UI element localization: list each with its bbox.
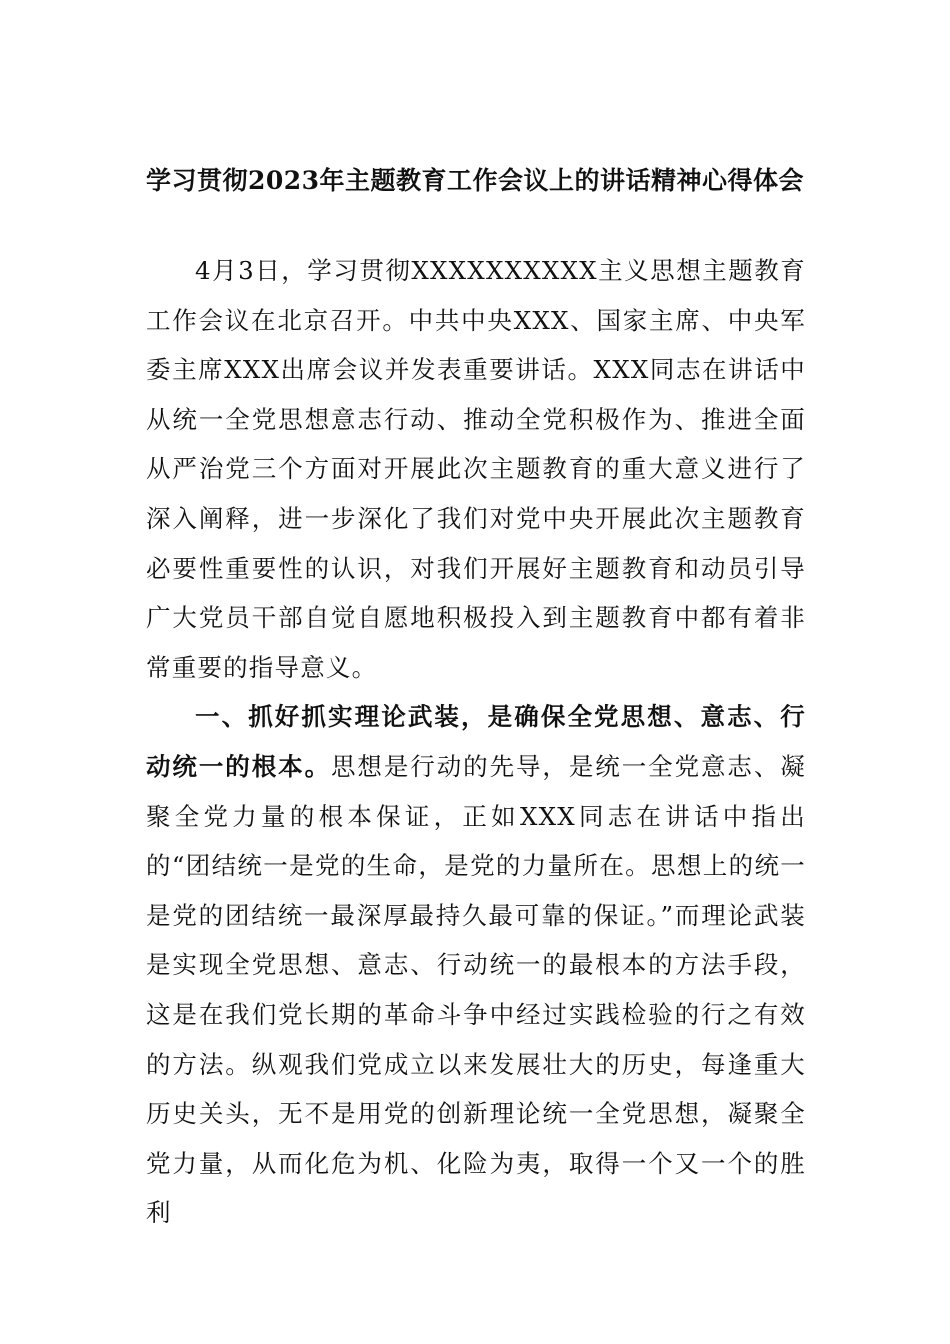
section-one-text: 思想是行动的先导，是统一全党意志、凝聚全党力量的根本保证，正如XXX同志在讲话中指出的“团结统一是党的生命，是党的力量所在。思想上的统一是党的团结统一最深厚最持久最可靠的保证。”而理论武装是实现全党思想、意志、行动统一的最根本的方法手段，这是在我们党长期的革命斗争中经过实践检验的行之有效的方法。纵观我们党成立以来发展壮大的历史，每逢重大历史关头，无不是用党的创新理论统一全党思想，凝聚全党力量，从而化危为机、化险为夷，取得一个又一个的胜利 <box>146 751 806 1228</box>
paragraph-section-one <box>146 692 806 1238</box>
paragraph-intro <box>146 246 806 692</box>
paragraph-intro-text: 4月3日，学习贯彻XXXXXXXXXX主义思想主题教育工作会议在北京召开。中共中央XXX、国家主席、中央军委主席XXX出席会议并发表重要讲话。XXX同志在讲话中从统一全党思想意志行动、推动全党积极作为、推进全面从严治党三个方面对开展此次主题教育的重大意义进行了深入阐释，进一步深化了我们对党中央开展此次主题教育必要性重要性的认识，对我们开展好主题教育和动员引导广大党员干部自觉自愿地积极投入到主题教育中都有着非常重要的指导意义。 <box>146 256 806 682</box>
document-body <box>146 246 806 1238</box>
document-title: 学习贯彻2023年主题教育工作会议上的讲话精神心得体会 <box>145 166 805 195</box>
section-one-heading: 一、抓好抓实理论武装，是确保全党思想、意志、行动统一的根本。 <box>146 702 806 781</box>
